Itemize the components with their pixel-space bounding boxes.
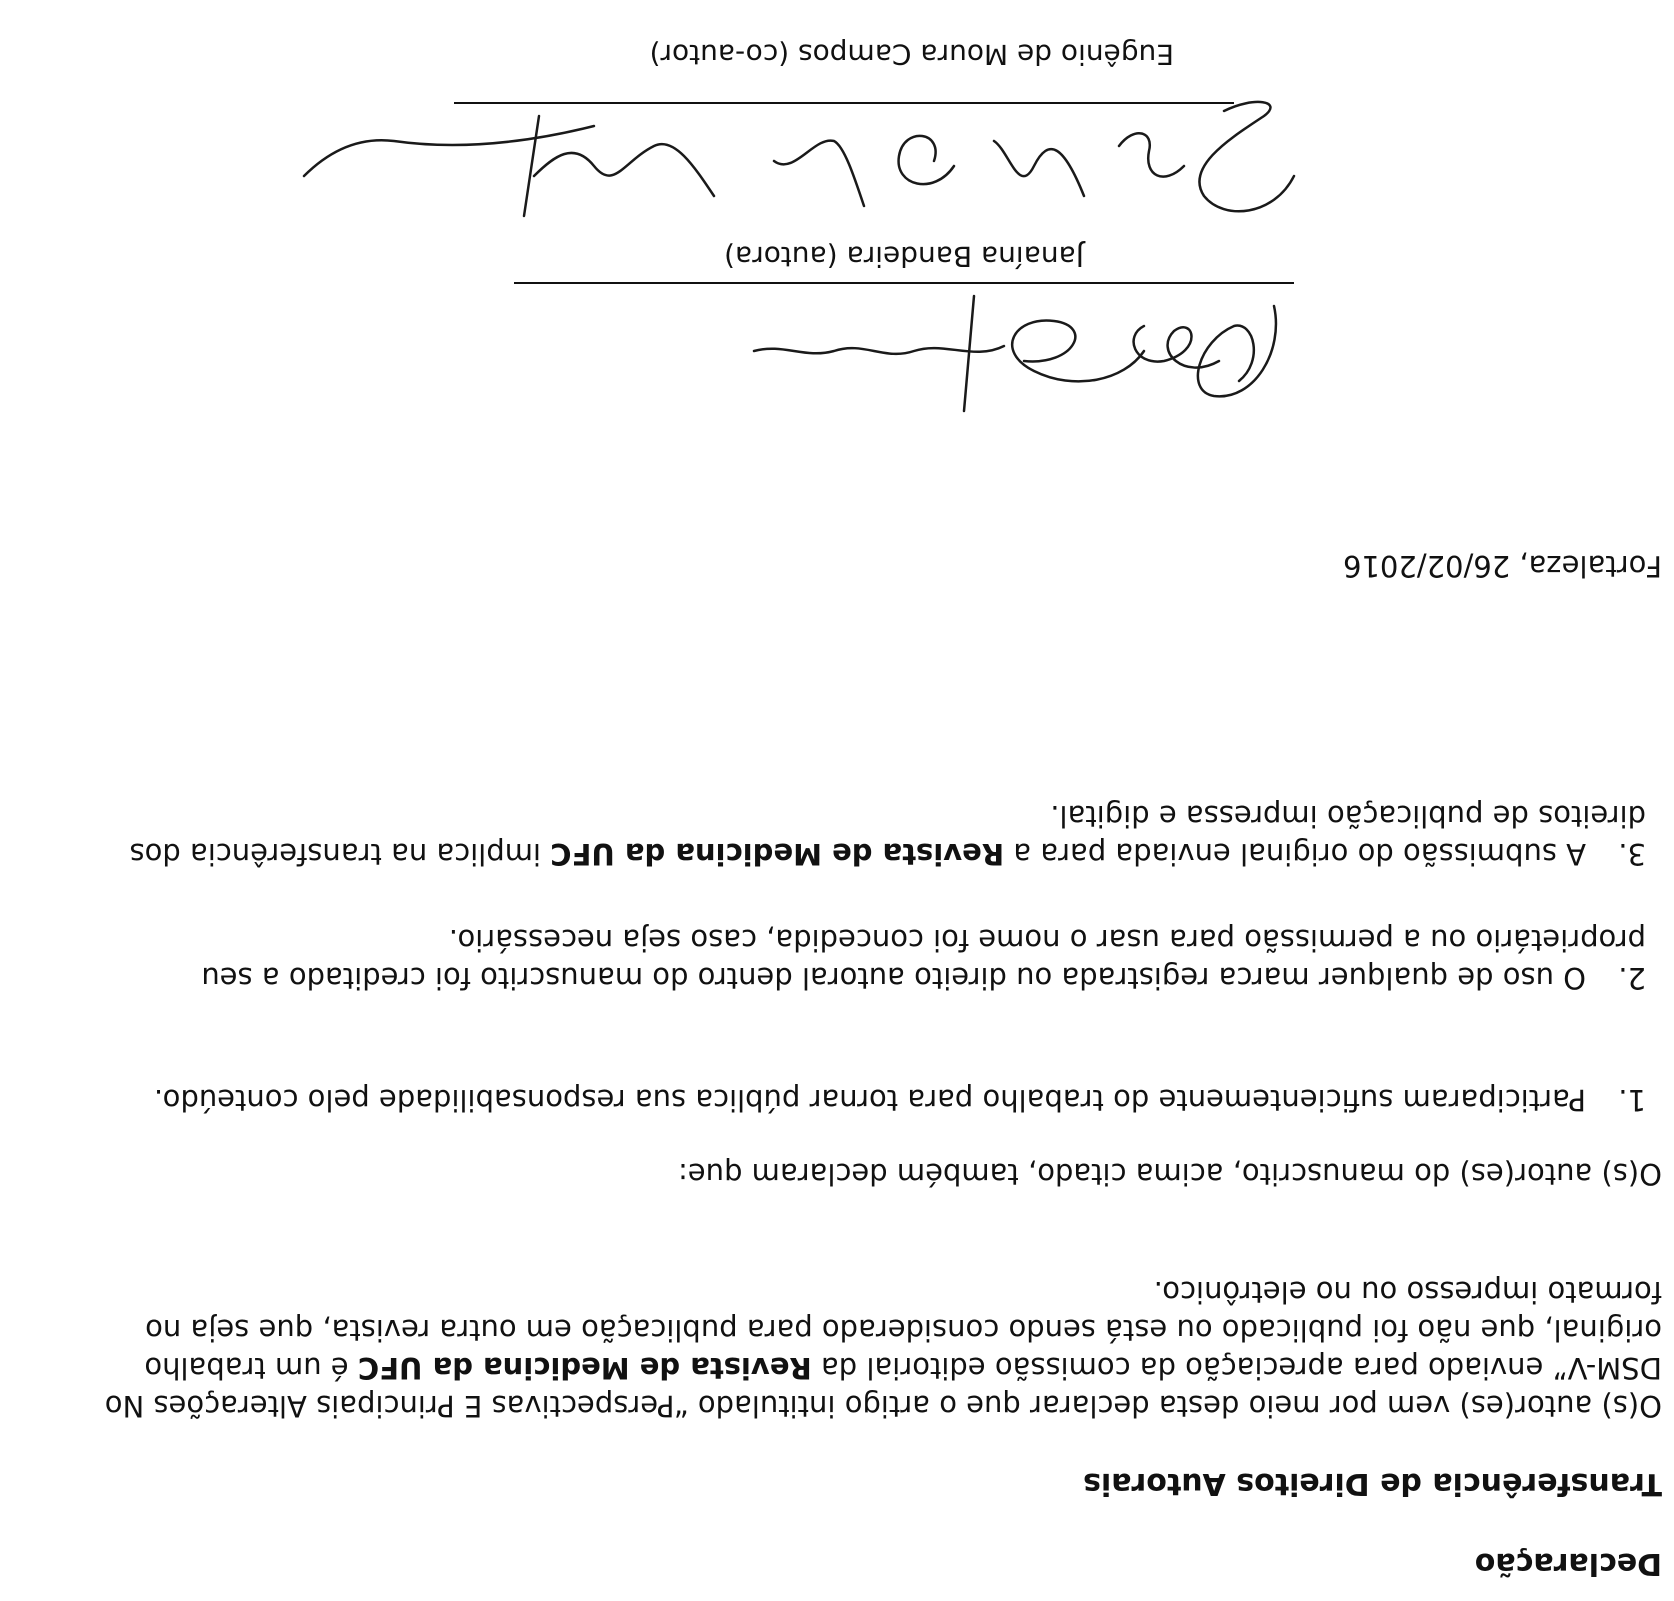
item-text: Participaram suficientemente do trabalho para tornar pública sua responsabilidade pelo conteúdo. (153, 1083, 1586, 1117)
signature-name-author: Janaína Bandeira (autora) (724, 240, 1084, 273)
intro-text-part1: O(s) autor(es) vem por meio desta declarar que o artigo intitulado “Perspectivas E Principais Alterações No DSM-V” enviado para apreciação da comissão editorial da (104, 1351, 1662, 1423)
document-heading: Declaração (1474, 1546, 1662, 1581)
declaration-item-3 (22, 797, 1646, 873)
item-number: 2. (1618, 961, 1646, 995)
item-text: O uso de qualquer marca registrada ou direito autoral dentro do manuscrito foi creditado a seu proprietário ou a permissão para usar o nome foi concedida, caso seja necessário. (201, 923, 1646, 995)
signature-line-author (514, 282, 1294, 284)
handwritten-signature-author (734, 291, 1294, 421)
intro-paragraph (22, 1273, 1662, 1425)
item-text-after: implica na transferência dos direitos de publicação impressa e digital. (129, 799, 1646, 871)
signature-line-coauthor (454, 102, 1234, 104)
item-text-before: A submissão do original enviada para a (1004, 837, 1586, 871)
handwritten-signature-coauthor (294, 86, 1314, 236)
document-date: Fortaleza, 26/02/2016 (1343, 549, 1662, 583)
item-number: 1. (1618, 1083, 1646, 1117)
declaration-item-1 (22, 1081, 1646, 1119)
intro-journal-name: Revista de Medicina da UFC (357, 1351, 812, 1385)
item-journal-name: Revista de Medicina da UFC (550, 837, 1005, 871)
intro-text-part2: é um trabalho original, que não foi publicado ou está sendo considerado para publicação em outra revista, que seja no formato impresso ou no eletrônico. (144, 1275, 1662, 1385)
item-number: 3. (1618, 837, 1646, 871)
signature-name-coauthor: Eugênio de Moura Campos (co-autor) (649, 38, 1174, 71)
declaration-lead: O(s) autor(es) do manuscrito, acima citado, também declaram que: (678, 1157, 1662, 1191)
declaration-item-2 (22, 921, 1646, 997)
document-title: Transferência de Direitos Autorais (1083, 1466, 1662, 1501)
